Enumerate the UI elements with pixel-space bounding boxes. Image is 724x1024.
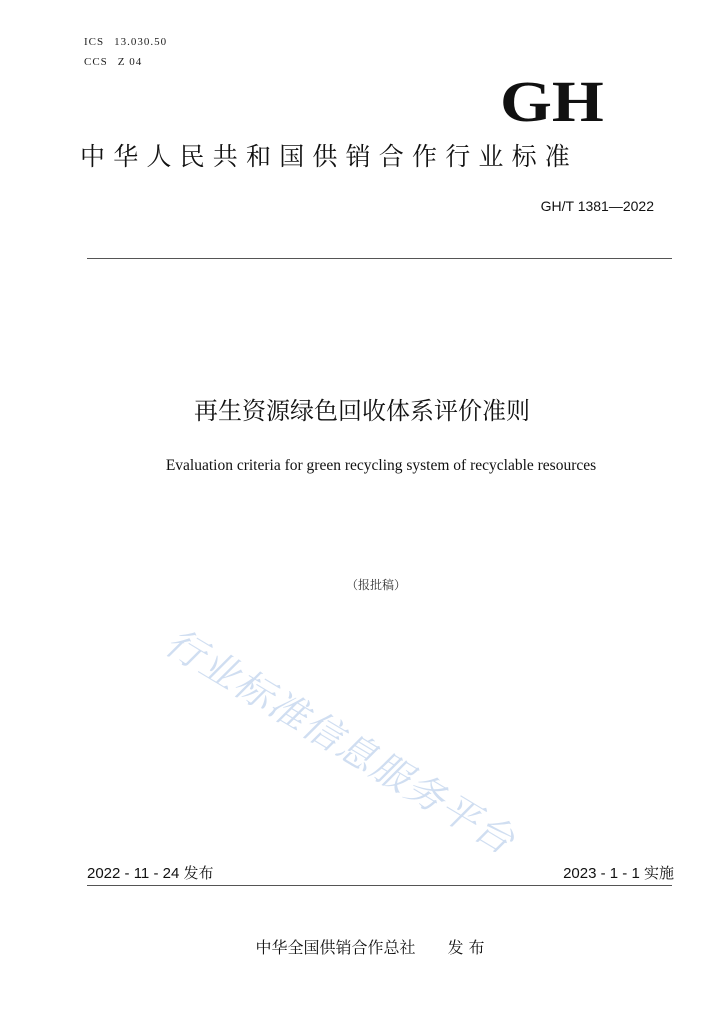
- issue-label: 发布: [183, 864, 214, 882]
- publisher-line: [0, 935, 724, 958]
- ccs-label: CCS: [84, 56, 108, 68]
- gh-logo: GH: [500, 69, 604, 134]
- standard-category-title: 中华人民共和国供销合作行业标准: [80, 142, 579, 171]
- bottom-divider: [87, 885, 672, 886]
- effective-label: 实施: [643, 864, 674, 882]
- ics-code: 13.030.50: [114, 36, 168, 48]
- watermark-text: 行业标准信息服务平台: [157, 619, 524, 864]
- ics-label: ICS: [84, 36, 105, 48]
- effective-date-line: [563, 862, 674, 883]
- ics-classification: [84, 36, 167, 48]
- ccs-code: Z 04: [117, 56, 143, 68]
- standard-number: GH/T 1381—2022: [540, 198, 654, 214]
- effective-date: 2023 - 1 - 1: [563, 865, 640, 882]
- draft-status-label: （报批稿）: [345, 578, 406, 592]
- top-divider: [87, 258, 672, 259]
- ccs-classification: [84, 56, 142, 68]
- issue-date: 2022 - 11 - 24: [87, 865, 180, 882]
- publisher-name: 中华全国供销合作总社: [255, 938, 416, 957]
- issue-date-line: [87, 862, 213, 883]
- publisher-action: 发 布: [447, 938, 485, 957]
- document-title: 再生资源绿色回收体系评价准则: [194, 397, 530, 425]
- document-english-title: Evaluation criteria for green recycling system of recyclable resources: [165, 457, 597, 474]
